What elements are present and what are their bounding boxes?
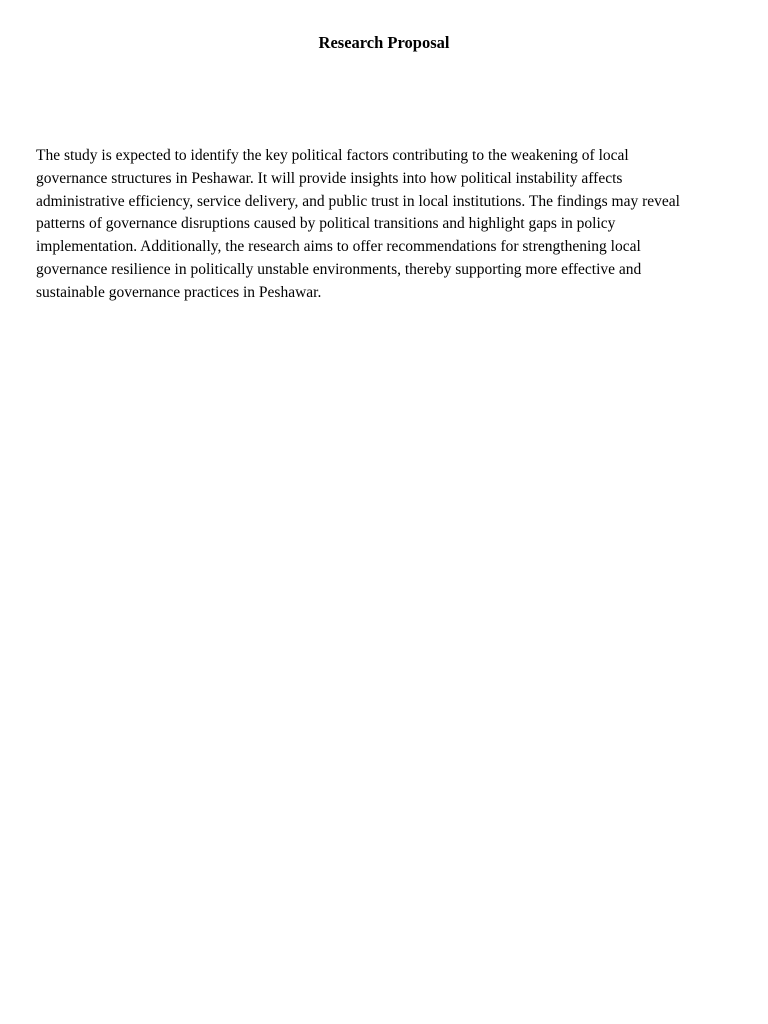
- paragraph-line: The study is expected to identify the key political factors contributing to the weakening of local: [36, 147, 629, 164]
- paragraph-line: governance structures in Peshawar. It will provide insights into how political instability affects: [36, 169, 623, 187]
- paragraph-line: sustainable governance practices in Peshawar.: [36, 283, 322, 301]
- paragraph-line: governance resilience in politically unstable environments, thereby supporting more effective and: [36, 260, 642, 278]
- paragraph-line: administrative efficiency, service delivery, and public trust in local institutions. The findings may reveal: [36, 192, 680, 210]
- paragraph-line: implementation. Additionally, the research aims to offer recommendations for strengthening local: [36, 238, 641, 256]
- paragraph-line: patterns of governance disruptions caused by political transitions and highlight gaps in policy: [36, 215, 616, 233]
- document-title: Research Proposal: [318, 33, 450, 52]
- body-paragraph: [36, 145, 711, 305]
